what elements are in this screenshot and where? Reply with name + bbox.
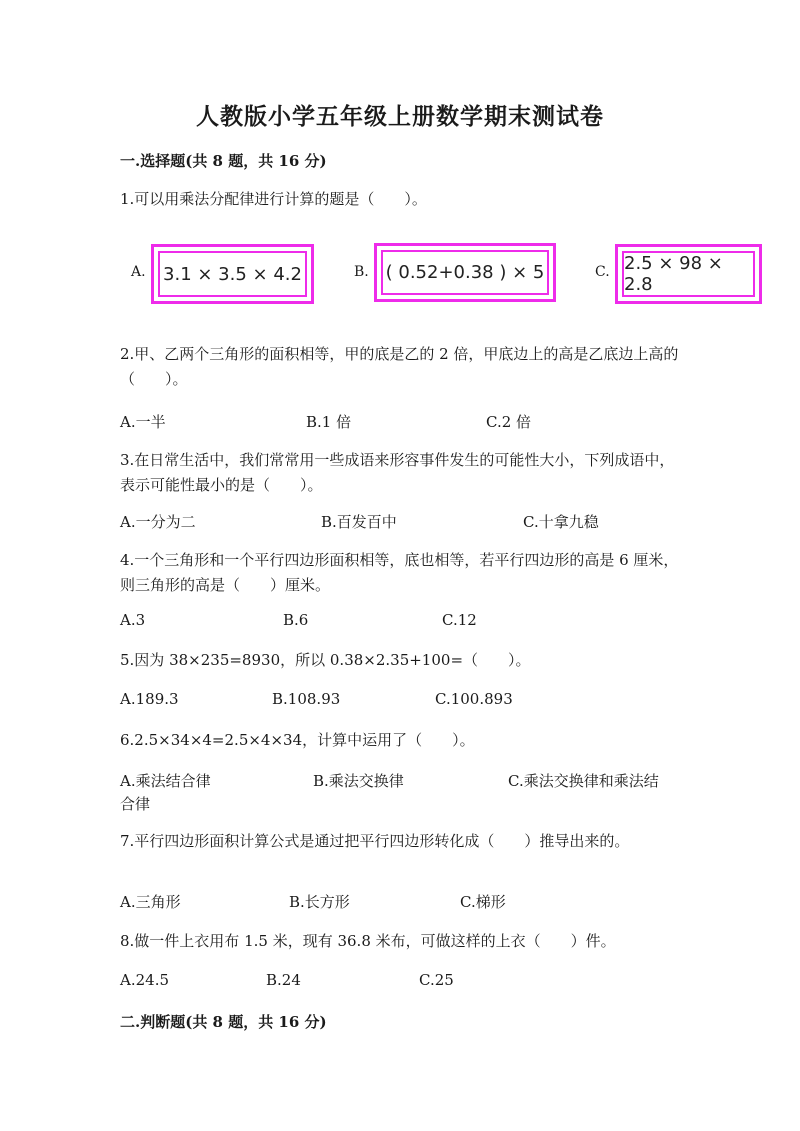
page-title: 人教版小学五年级上册数学期末测试卷 — [196, 103, 604, 130]
q6-option-b[interactable]: B.乘法交换律 — [313, 772, 404, 790]
q4-option-c[interactable]: C.12 — [442, 611, 477, 629]
question-8-text: 8.做一件上衣用布 1.5 米，现有 36.8 米布，可做这样的上衣（ ）件。 — [120, 932, 616, 950]
q3-option-b[interactable]: B.百发百中 — [321, 513, 397, 531]
q5-option-a[interactable]: A.189.3 — [120, 690, 179, 708]
q2-option-c[interactable]: C.2 倍 — [486, 413, 532, 431]
q2-option-a[interactable]: A.一半 — [120, 413, 166, 431]
q1-option-b-expr: ( 0.52+0.38 ) × 5 — [381, 250, 549, 295]
q1-option-b-box[interactable] — [374, 243, 556, 302]
question-6-text: 6.2.5×34×4=2.5×4×34，计算中运用了（ ）。 — [120, 731, 475, 749]
q5-option-b[interactable]: B.108.93 — [272, 690, 341, 708]
q1-option-a-box[interactable] — [151, 244, 314, 304]
q1-option-c-label[interactable]: C. — [595, 264, 610, 280]
q1-option-c-box[interactable] — [615, 244, 762, 304]
q7-option-b[interactable]: B.长方形 — [289, 893, 350, 911]
question-7-text: 7.平行四边形面积计算公式是通过把平行四边形转化成（ ）推导出来的。 — [120, 832, 630, 850]
q1-option-b-label[interactable]: B. — [354, 264, 369, 280]
section-heading-2: 二.判断题(共 8 题，共 16 分) — [120, 1013, 327, 1031]
q1-option-a-expr: 3.1 × 3.5 × 4.2 — [158, 251, 307, 297]
question-1-text: 1.可以用乘法分配律进行计算的题是（ ）。 — [120, 190, 427, 208]
q3-option-a[interactable]: A.一分为二 — [120, 513, 196, 531]
q4-option-a[interactable]: A.3 — [120, 611, 146, 629]
q5-option-c[interactable]: C.100.893 — [435, 690, 513, 708]
q1-option-a-label[interactable]: A. — [131, 264, 146, 280]
q1-option-c-expr: 2.5 × 98 × 2.8 — [622, 251, 755, 297]
q8-option-c[interactable]: C.25 — [419, 971, 454, 989]
question-4-text: 4.一个三角形和一个平行四边形面积相等，底也相等，若平行四边形的高是 6 厘米，则三角形的高是（ ）厘米。 — [120, 551, 679, 594]
q4-option-b[interactable]: B.6 — [283, 611, 309, 629]
q6-option-c-continued: 合律 — [120, 795, 151, 813]
question-3-text: 3.在日常生活中，我们常常用一些成语来形容事件发生的可能性大小，下列成语中，表示可能性最小的是（ ）。 — [120, 451, 675, 494]
q8-option-b[interactable]: B.24 — [266, 971, 301, 989]
question-2-text: 2.甲、乙两个三角形的面积相等，甲的底是乙的 2 倍，甲底边上的高是乙底边上高的（ ）。 — [120, 345, 679, 388]
q6-option-a[interactable]: A.乘法结合律 — [120, 772, 211, 790]
q2-option-b[interactable]: B.1 倍 — [306, 413, 352, 431]
q7-option-a[interactable]: A.三角形 — [120, 893, 181, 911]
question-5-text: 5.因为 38×235=8930，所以 0.38×2.35+100=（ ）。 — [120, 651, 531, 669]
q8-option-a[interactable]: A.24.5 — [120, 971, 169, 989]
q6-option-c[interactable]: C.乘法交换律和乘法结 — [508, 772, 659, 790]
q7-option-c[interactable]: C.梯形 — [460, 893, 506, 911]
q3-option-c[interactable]: C.十拿九稳 — [523, 513, 599, 531]
section-heading-1: 一.选择题(共 8 题，共 16 分) — [120, 152, 327, 170]
